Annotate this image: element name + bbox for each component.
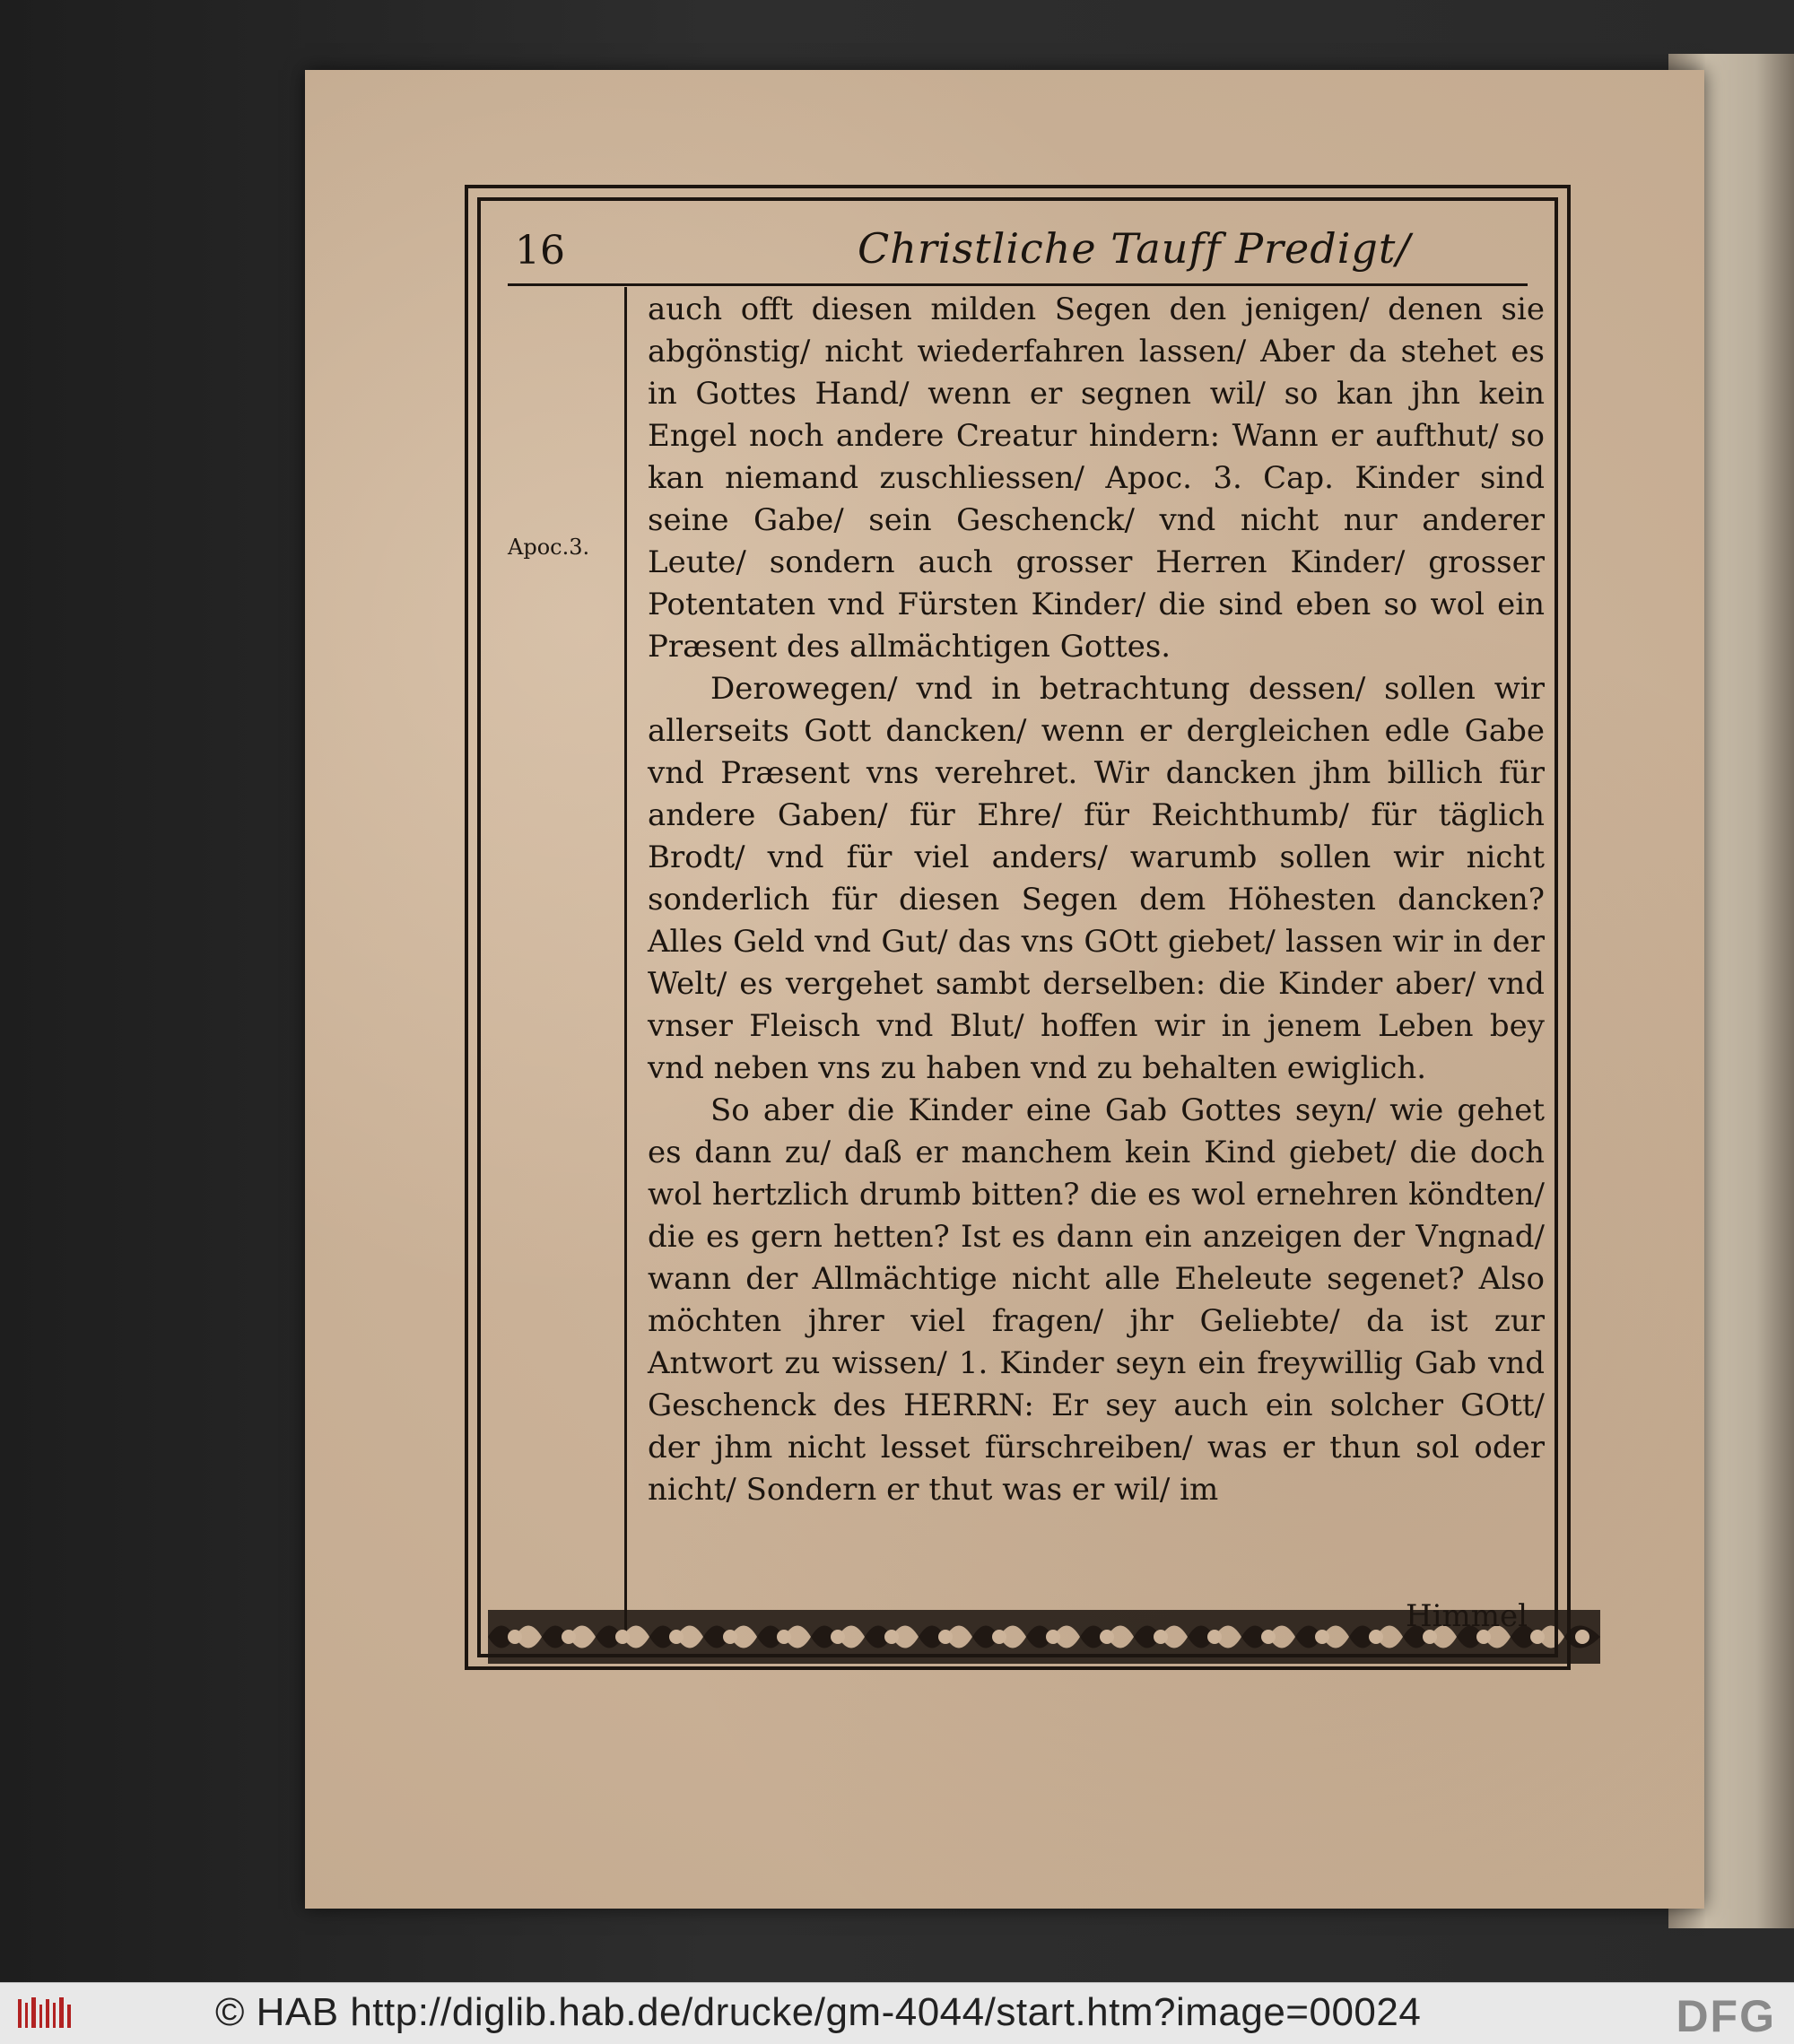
marginalia [490, 287, 623, 1453]
paragraph: Derowegen/ vnd in betrachtung dessen/ sollen wir allerseits Gott dancken/ wenn er dergleichen edle Gabe vnd Præsent vns verehret. Wir dancken jhm billich für andere Gaben/ für Ehre/ für Reichthumb/ für täglich Brodt/ vnd für viel anders/ warumb sollen wir nicht sonderlich für diesen Segen dem Höhesten dancken? Alles Geld vnd Gut/ das vns GOtt giebet/ lassen wir in der Welt/ es vergehet sambt derselben: die Kinder aber/ vnd vnser Fleisch vnd Blut/ hoffen wir in jenem Leben bey vnd neben vns zu haben vnd zu behalten ewiglich. [648, 671, 1545, 1086]
paragraph: So aber die Kinder eine Gab Gottes seyn/ wie gehet es dann zu/ daß er manchem kein Kind giebet/ die doch wol hertzlich drumb bitten? die es wol ernehren köndten/ die es gern hetten? Ist es dann ein anzeigen der Vngnad/ wann der Allmächtige nicht alle Eheleute segenet? Also möchten jhrer viel fragen/ jhr Geliebte/ da ist zur Antwort zu wissen/ 1. Kinder seyn ein freywillig Gab vnd Geschenck des HERRN: Er sey auch ein solcher GOtt/ der jhm nicht lesset fürschreiben/ was er thun sol oder nicht/ Sondern er thut was er wil/ im [648, 1092, 1545, 1508]
page-number: 16 [515, 228, 565, 274]
column-rule [624, 287, 627, 1636]
paragraph: auch offt diesen milden Segen den jenigen/ denen sie abgönstig/ nicht wiederfahren lassen/ Aber da stehet es in Gottes Hand/ wenn er segnen wil/ so kan jhn kein Engel noch andere Creatur hindern: Wann er aufthut/ so kan niemand zuschliessen/ Apoc. 3. Cap. Kinder sind seine Gabe/ sein Geschenck/ vnd nicht nur anderer Leute/ sondern auch grosser Herren Kinder/ grosser Potentaten vnd Fürsten Kinder/ die sind eben so wol ein Præsent des allmächtigen Gottes. [648, 291, 1545, 665]
margin-note: Apoc.3. [508, 535, 590, 560]
running-head: Christliche Tauff Predigt/ [858, 224, 1411, 273]
dfg-logo: DFG [1676, 1991, 1776, 2041]
footer-bar [0, 1982, 1794, 2044]
page-frame [465, 185, 1571, 1670]
ornamental-border-icon [488, 1610, 1600, 1664]
copyright-url[interactable]: © HAB http://diglib.hab.de/drucke/gm-4044/start.htm?image=00024 [215, 1990, 1422, 2034]
hab-barcode-logo-icon [16, 1996, 74, 2031]
head-rule [508, 283, 1528, 286]
page-frame-inner [477, 197, 1558, 1657]
body-text [648, 289, 1545, 1511]
